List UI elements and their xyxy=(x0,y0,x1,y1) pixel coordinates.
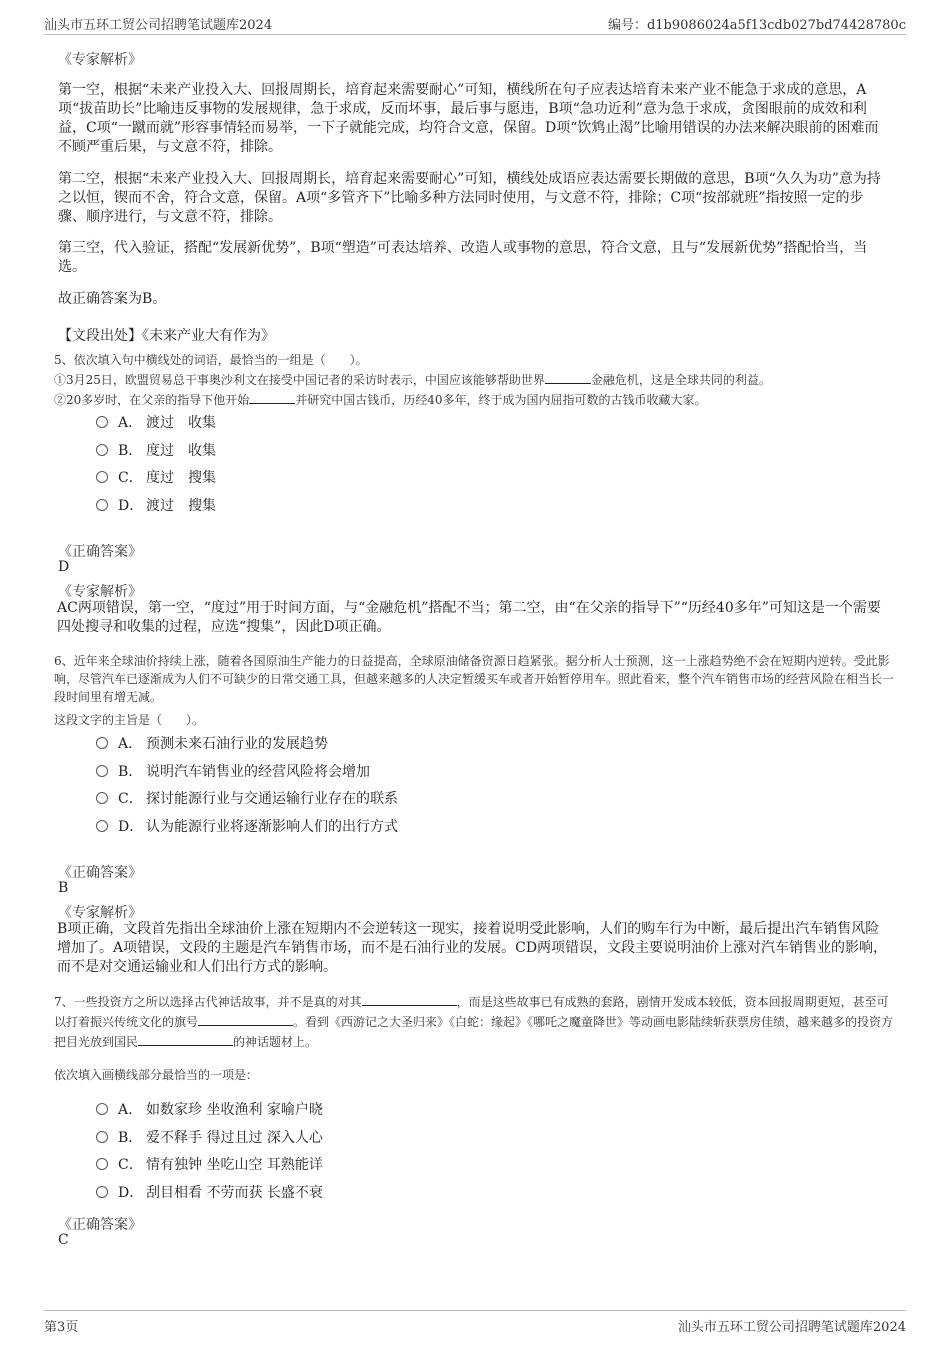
q5-s1-pre: ①3月25日，欧盟贸易总干事奥沙利文在接受中国记者的采访时表示，中国应该能够帮助世界 xyxy=(54,373,545,387)
q5-analysis: AC两项错误，第一空，“度过”用于时间方面，与“金融危机”搭配不当；第二空，由“在父亲的指导下”“历经40多年”可知这是一个需要四处搜寻和收集的过程，应选“搜集”，因此D项正确。 xyxy=(57,600,881,635)
q6-option-b[interactable]: B． 说明汽车销售业的经营风险将会增加 xyxy=(96,761,370,783)
q4-analysis-title: 《专家解析》 xyxy=(58,52,142,68)
q7-option-d[interactable]: D． 刮目相看 不劳而获 长盛不衰 xyxy=(96,1182,323,1204)
q5-analysis-title: 《专家解析》 xyxy=(58,584,142,600)
radio-icon[interactable] xyxy=(96,416,108,428)
q7-option-c[interactable]: C． 情有独钟 坐吃山空 耳熟能详 xyxy=(96,1154,323,1176)
q4-conclusion: 故正确答案为B。 xyxy=(58,291,167,307)
q7-option-a[interactable]: A． 如数家珍 坐收渔利 家喻户晓 xyxy=(96,1099,323,1121)
q5-stem: 5、依次填入句中横线处的词语，最恰当的一组是（ ）。 xyxy=(54,353,368,367)
q5-s2-post: 并研究中国古钱币，历经40多年，终于成为国内屈指可数的古钱币收藏大家。 xyxy=(295,393,707,407)
radio-icon[interactable] xyxy=(96,1186,108,1198)
q5-option-d[interactable]: D． 渡过 搜集 xyxy=(96,495,216,517)
q6-analysis: B项正确，文段首先指出全球油价上涨在短期内不会逆转这一现实，接着说明受此影响，人们的购车行为中断，最后提出汽车销售风险增加了。A项错误，文段的主题是汽车销售市场，而不是石油行业的发展。CD两项错误，文段主要说明油价上涨对汽车销售业的影响，而不是对交通运输业和人们出行方式的影响。 xyxy=(57,921,888,975)
blank-line xyxy=(138,1033,233,1046)
page-number: 第3页 xyxy=(44,1320,79,1335)
q5-sentence-2 xyxy=(54,391,900,409)
radio-icon[interactable] xyxy=(96,1103,108,1115)
q6-option-c[interactable]: C． 探讨能源行业与交通运输行业存在的联系 xyxy=(96,788,398,810)
q7-option-b[interactable]: B． 爱不释手 得过且过 深入人心 xyxy=(96,1127,323,1149)
q5-s2-pre: ②20多岁时，在父亲的指导下他开始 xyxy=(54,393,250,407)
q6-option-d[interactable]: D． 认为能源行业将逐渐影响人们的出行方式 xyxy=(96,816,398,838)
q5-sentence-1 xyxy=(54,371,900,389)
blank-line xyxy=(545,371,591,384)
q5-option-b[interactable]: B． 度过 收集 xyxy=(96,440,216,462)
q7-answer-title: 《正确答案》 xyxy=(58,1217,142,1233)
radio-icon[interactable] xyxy=(96,1158,108,1170)
q4-source: 【文段出处】《未来产业大有作为》 xyxy=(58,328,275,344)
q5-answer: D xyxy=(58,559,70,575)
q5-answer-title: 《正确答案》 xyxy=(58,544,142,560)
q4-analysis-para3: 第三空，代入验证，搭配“发展新优势”，B项“塑造”可表达培养、改造人或事物的意思，符合文意，且与“发展新优势”搭配恰当，当选。 xyxy=(58,240,868,275)
page-header xyxy=(44,14,906,35)
q6-stem: 6、近年来全球油价持续上涨，随着各国原油生产能力的日益提高，全球原油储备资源日趋紧张。据分析人士预测，这一上涨趋势绝不会在短期内逆转。受此影响，尽管汽车已逐渐成为人们不可缺少的日常交通工具，但越来越多的人决定暂缓买车或者开始暂停用车。照此看来，整个汽车销售市场的经营风险在相当长一段时间里有增无减。 xyxy=(54,654,895,704)
radio-icon[interactable] xyxy=(96,765,108,777)
radio-icon[interactable] xyxy=(96,792,108,804)
radio-icon[interactable] xyxy=(96,444,108,456)
header-title: 汕头市五环工贸公司招聘笔试题库2024 xyxy=(44,18,273,33)
blank-line xyxy=(249,391,295,404)
radio-icon[interactable] xyxy=(96,471,108,483)
document-id: 编号：d1b9086024a5f13cdb027bd74428780c xyxy=(607,18,906,33)
blank-line xyxy=(198,1013,293,1026)
radio-icon[interactable] xyxy=(96,820,108,832)
radio-icon[interactable] xyxy=(96,737,108,749)
q5-option-a[interactable]: A． 渡过 收集 xyxy=(96,412,216,434)
q7-question: 依次填入画横线部分最恰当的一项是： xyxy=(54,1068,259,1082)
q6-answer-title: 《正确答案》 xyxy=(58,865,142,881)
q5-option-c[interactable]: C． 度过 搜集 xyxy=(96,467,216,489)
page-footer xyxy=(44,1310,906,1335)
q7-answer: C xyxy=(58,1232,69,1248)
footer-title: 汕头市五环工贸公司招聘笔试题库2024 xyxy=(677,1320,906,1335)
q6-question: 这段文字的主旨是（ ）。 xyxy=(54,713,205,727)
blank-line xyxy=(362,993,457,1006)
radio-icon[interactable] xyxy=(96,499,108,511)
q6-option-a[interactable]: A． 预测未来石油行业的发展趋势 xyxy=(96,733,328,755)
q5-s1-post: 金融危机，这是全球共同的利益。 xyxy=(590,373,771,387)
q4-analysis-para1: 第一空，根据“未来产业投入大、回报周期长，培育起来需要耐心”可知，横线所在句子应表达培育未来产业不能急于求成的意思，A项“拔苗助长”比喻违反事物的发展规律，急于求成，反而坏事，最后事与愿违，B项“急功近利”意为急于求成，贪图眼前的成效和利益，C项“一蹴而就”形容事情轻而易举，一下子就能完成，均符合文意，保留。D项“饮鸩止渴”比喻用错误的办法来解决眼前的困难而不顾严重后果，与文意不符，排除。 xyxy=(58,82,879,155)
q6-answer: B xyxy=(58,880,69,896)
radio-icon[interactable] xyxy=(96,1131,108,1143)
q6-analysis-title: 《专家解析》 xyxy=(58,905,142,921)
q4-analysis-para2: 第二空，根据“未来产业投入大、回报周期长，培育起来需要耐心”可知，横线处成语应表达需要长期做的意思，B项“久久为功”意为持之以恒，锲而不舍，符合文意，保留。A项“多管齐下”比喻多种方法同时使用，与文意不符，排除；C项“按部就班”指按照一定的步骤、顺序进行，与文意不符，排除。 xyxy=(58,171,881,225)
q7-stem: 7、一些投资方之所以选择古代神话故事，并不是真的对其 ，而是这些故事已有成熟的套路，剧情开发成本较低，资本回报周期更短，甚至可以打着振兴传统文化的旗号 。看到《西游记之大圣归来》《白蛇：缘起》《哪吒之魔童降世》等动画电影陆续斩获票房佳绩，越来越多的投资方把目光放到国民 的神话题材上。 xyxy=(54,995,894,1049)
